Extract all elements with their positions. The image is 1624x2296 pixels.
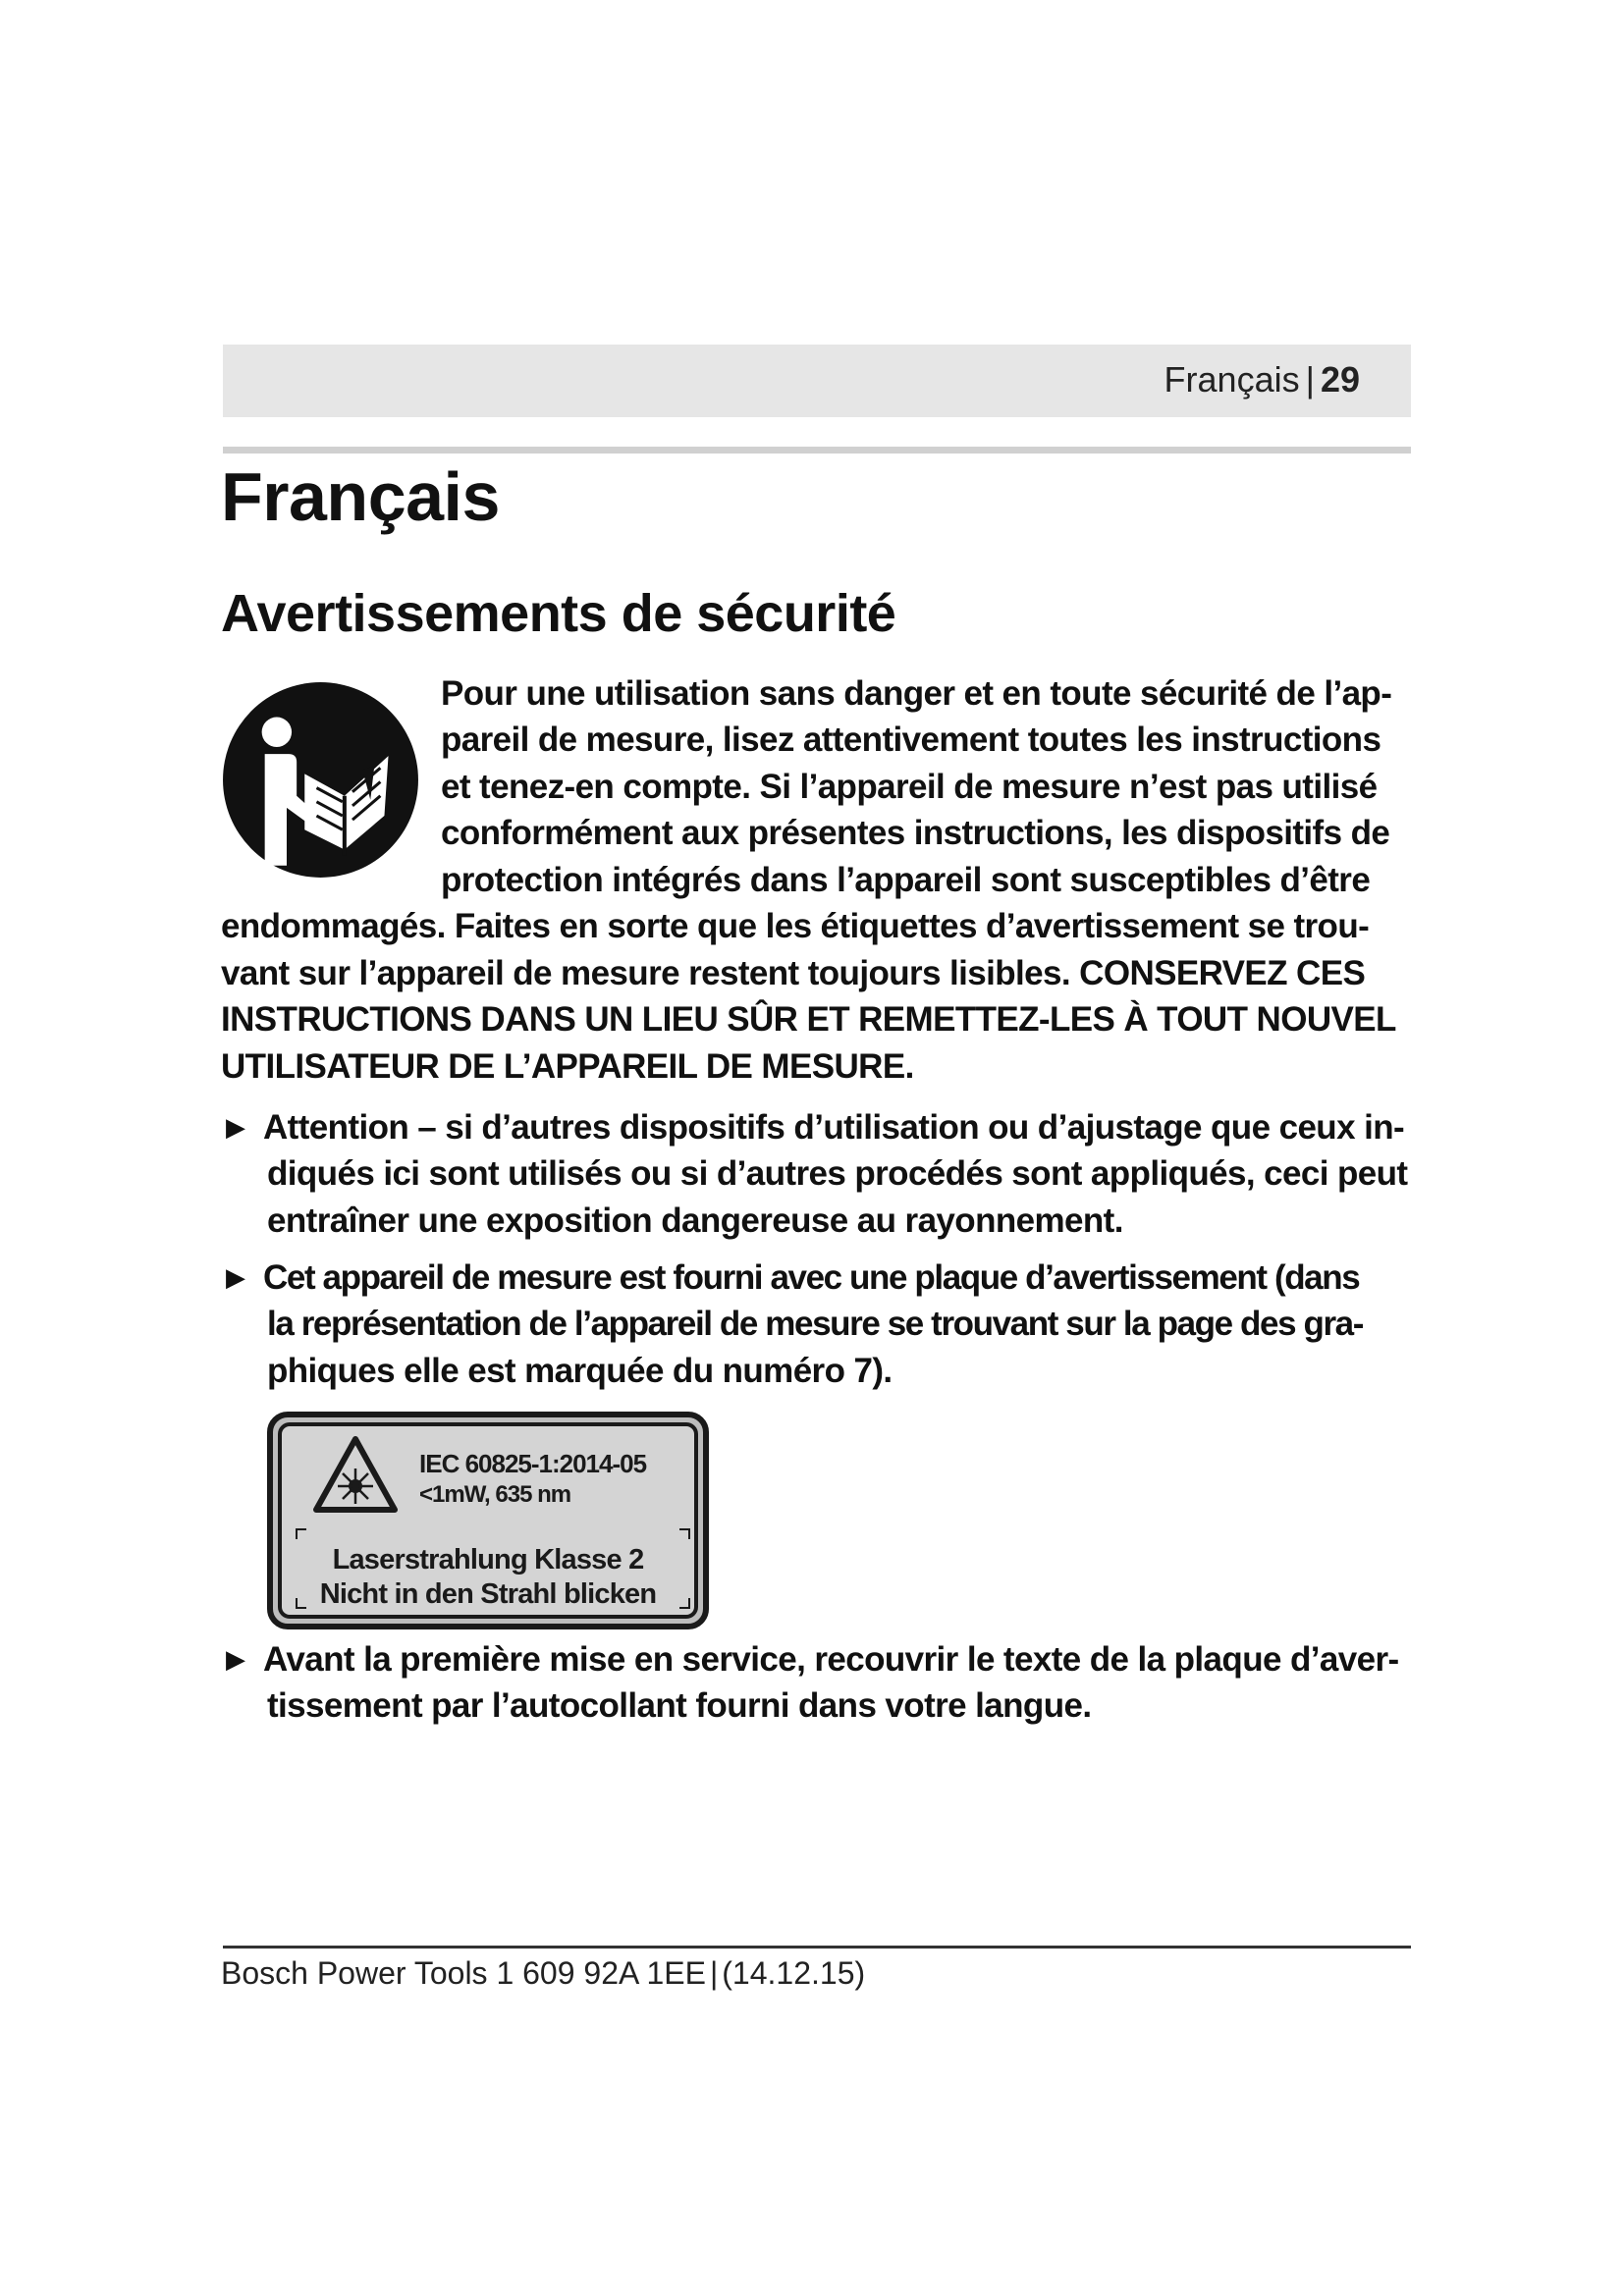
- bullet-line: tissement par l’autocollant fourni dans votre langue.: [267, 1686, 1092, 1725]
- intro-line: INSTRUCTIONS DANS UN LIEU SÛR ET REMETTEZ-LES À TOUT NOUVEL: [221, 1000, 1396, 1039]
- bullet-arrow-icon: ▶: [226, 1644, 245, 1674]
- header-section-name: Français: [1164, 359, 1300, 400]
- label-spec: <1mW, 635 nm: [419, 1481, 571, 1508]
- footer-brand: Bosch Power Tools: [221, 1955, 488, 1991]
- page-number: 29: [1320, 359, 1360, 400]
- language-title: Français: [221, 458, 500, 535]
- label-instruction: Nicht in den Strahl blicken: [319, 1578, 657, 1610]
- footer-divider: [223, 1946, 1411, 1949]
- header-separator: |: [1305, 359, 1315, 400]
- footer-date: (14.12.15): [722, 1955, 866, 1991]
- label-class-text: Laserstrahlung Klasse 2: [332, 1544, 644, 1575]
- page-header-bar: [223, 345, 1411, 417]
- bullet-arrow-icon: ▶: [226, 1112, 245, 1142]
- bullet-line: Cet appareil de mesure est fourni avec une plaque d’avertissement (dans: [263, 1258, 1360, 1297]
- page-header-text: [1164, 360, 1360, 400]
- read-instructions-icon: [221, 680, 420, 880]
- intro-line: conformément aux présentes instructions, les dispositifs de: [441, 814, 1390, 852]
- bullet-line: Avant la première mise en service, recouvrir le texte de la plaque d’aver-: [263, 1640, 1399, 1679]
- footer-doc-number: 1 609 92A 1EE: [496, 1955, 706, 1991]
- footer-separator: |: [709, 1955, 719, 1991]
- page-footer: [221, 1953, 865, 1993]
- label-standard: IEC 60825-1:2014-05: [419, 1449, 647, 1478]
- bullet-line: phiques elle est marquée du numéro 7).: [267, 1352, 893, 1390]
- intro-line: et tenez-en compte. Si l’appareil de mesure n’est pas utilisé: [441, 768, 1378, 806]
- bullet-line: Attention – si d’autres dispositifs d’utilisation ou d’ajustage que ceux in-: [263, 1108, 1405, 1147]
- intro-line: Pour une utilisation sans danger et en toute sécurité de l’ap-: [441, 674, 1392, 713]
- bullet-arrow-icon: ▶: [226, 1262, 245, 1292]
- intro-line: protection intégrés dans l’appareil sont susceptibles d’être: [441, 861, 1371, 899]
- intro-line: vant sur l’appareil de mesure restent toujours lisibles. CONSERVEZ CES: [221, 954, 1366, 992]
- header-divider: [223, 447, 1411, 454]
- laser-warning-label: [267, 1412, 709, 1629]
- bullet-line: entraîner une exposition dangereuse au rayonnement.: [267, 1201, 1123, 1240]
- intro-line: endommagés. Faites en sorte que les étiquettes d’avertissement se trou-: [221, 907, 1370, 945]
- bullet-line: diqués ici sont utilisés ou si d’autres procédés sont appliqués, ceci peut: [267, 1154, 1408, 1193]
- intro-line: UTILISATEUR DE L’APPAREIL DE MESURE.: [221, 1047, 914, 1086]
- bullet-line: la représentation de l’appareil de mesure se trouvant sur la page des gra-: [267, 1305, 1363, 1343]
- intro-line: pareil de mesure, lisez attentivement toutes les instructions: [441, 721, 1381, 759]
- section-title: Avertissements de sécurité: [221, 584, 896, 643]
